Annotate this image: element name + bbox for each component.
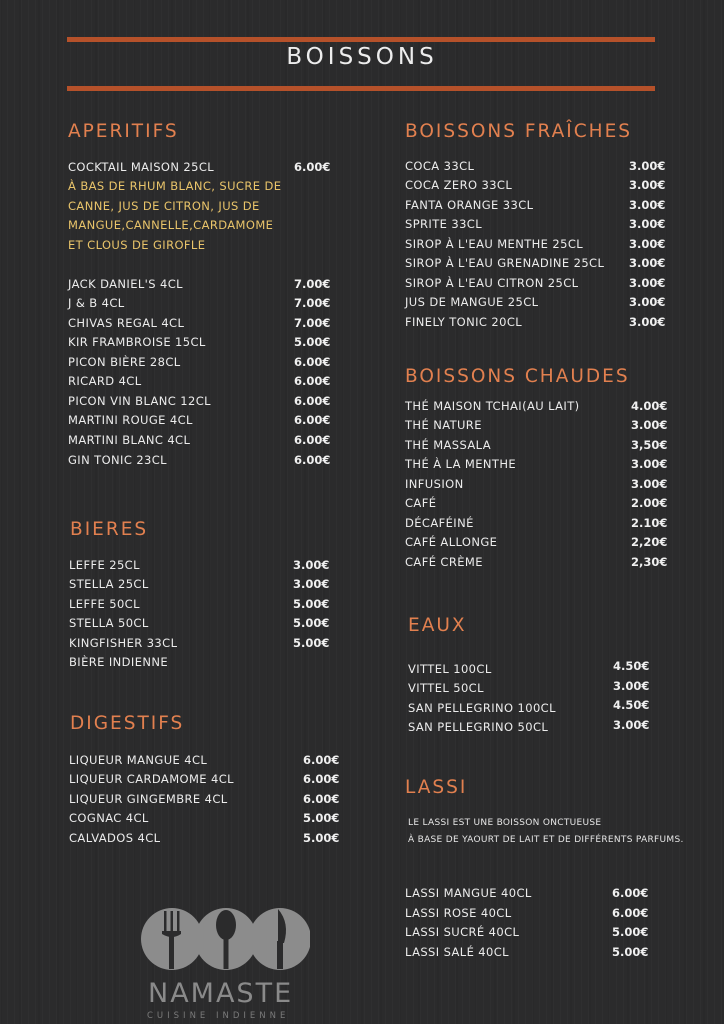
menu-item-name: LASSI MANGUE 40CL [405, 886, 532, 900]
menu-item-name: INFUSION [405, 477, 464, 491]
menu-item-name: GIN TONIC 23CL [68, 453, 167, 467]
bottom-rule [67, 86, 655, 91]
menu-item-name: LASSI SALÉ 40CL [405, 945, 509, 959]
menu-item-name: SAN PELLEGRINO 100CL [408, 701, 556, 715]
menu-item-price: 3.00€ [293, 577, 330, 591]
menu-item-name: VITTEL 100CL [408, 662, 492, 676]
menu-item-name: SPRITE 33CL [405, 217, 483, 231]
section-digestifs [70, 713, 184, 734]
menu-item-price: 7.00€ [294, 316, 331, 330]
menu-item-price: 6.00€ [294, 433, 331, 447]
cocktail-description: MANGUE,CANNELLE,CARDAMOME [68, 218, 274, 232]
cocktail-description: CANNE, JUS DE CITRON, JUS DE [68, 199, 260, 213]
menu-item-price: 2.10€ [631, 516, 668, 530]
menu-item-price: 3.00€ [631, 477, 668, 491]
menu-item-price: 3.00€ [629, 295, 666, 309]
section-title: BIERES [70, 519, 149, 540]
menu-item-name: VITTEL 50CL [408, 681, 484, 695]
brand-tagline: CUISINE INDIENNE [147, 1011, 290, 1021]
section-lassi [405, 777, 467, 798]
menu-item-price: 2,30€ [631, 555, 668, 569]
menu-item-price: 5.00€ [293, 616, 330, 630]
menu-item-price: 6.00€ [612, 906, 649, 920]
menu-item-price: 5.00€ [293, 636, 330, 650]
lassi-description: À BASE DE YAOURT DE LAIT ET DE DIFFÉRENTS PARFUMS. [408, 835, 684, 845]
section-title: EAUX [408, 615, 467, 636]
menu-item-price: 6.00€ [294, 453, 331, 467]
menu-item-price: 5.00€ [612, 945, 649, 959]
menu-item-price: 6.00€ [303, 753, 340, 767]
menu-item-price: 7.00€ [294, 277, 331, 291]
menu-item-price: 3.00€ [631, 418, 668, 432]
cocktail-description: ET CLOUS DE GIROFLE [68, 238, 206, 252]
section-aperitifs [68, 121, 179, 142]
section-title: LASSI [405, 777, 468, 798]
menu-item-name: PICON VIN BLANC 12CL [68, 394, 211, 408]
menu-item-price: 7.00€ [294, 296, 331, 310]
menu-item-name: THÉ MAISON TCHAI(AU LAIT) [405, 399, 580, 413]
menu-item-name: THÉ NATURE [405, 418, 482, 432]
menu-item-name: JACK DANIEL'S 4CL [68, 277, 183, 291]
menu-item-name: SAN PELLEGRINO 50CL [408, 720, 549, 734]
cocktail-description: À BAS DE RHUM BLANC, SUCRE DE [68, 179, 282, 193]
top-rule [67, 37, 655, 42]
menu-item-price: 4.50€ [613, 698, 650, 712]
menu-item-price: 2,20€ [631, 535, 668, 549]
menu-item-price: 3.00€ [629, 198, 666, 212]
menu-item-price: 5.00€ [303, 811, 340, 825]
menu-item-name: LIQUEUR MANGUE 4CL [69, 753, 208, 767]
menu-item-price: 6.00€ [294, 160, 331, 174]
menu-item-name: FINELY TONIC 20CL [405, 315, 523, 329]
menu-item-name: PICON BIÈRE 28CL [68, 355, 181, 369]
menu-item-price: 6.00€ [294, 413, 331, 427]
menu-item-name: DÉCAFÉINÉ [405, 516, 474, 530]
menu-item-price: 3.00€ [629, 256, 666, 270]
menu-item-name: J & B 4CL [68, 296, 125, 310]
menu-item-name: FANTA ORANGE 33CL [405, 198, 534, 212]
menu-item-price: 4.50€ [613, 659, 650, 673]
menu-item-name: COCA ZERO 33CL [405, 178, 513, 192]
section-title: APERITIFS [68, 121, 179, 142]
menu-item-name: LEFFE 50CL [69, 597, 140, 611]
menu-item-price: 6.00€ [294, 374, 331, 388]
menu-item-name: CAFÉ ALLONGE [405, 535, 498, 549]
menu-item-name: LIQUEUR CARDAMOME 4CL [69, 772, 234, 786]
menu-item-price: 5.00€ [293, 597, 330, 611]
menu-item-name: CALVADOS 4CL [69, 831, 161, 845]
menu-item-price: 3.00€ [629, 159, 666, 173]
menu-item-price: 5.00€ [294, 335, 331, 349]
menu-item-price: 3.00€ [629, 276, 666, 290]
menu-item-name: JUS DE MANGUE 25CL [405, 295, 539, 309]
menu-item-price: 2.00€ [631, 496, 668, 510]
section-boissons-fraiches [405, 121, 632, 142]
menu-item-name: CAFÉ [405, 496, 437, 510]
section-bieres [70, 519, 148, 540]
menu-item-price: 6.00€ [294, 355, 331, 369]
section-title: BOISSONS CHAUDES [405, 366, 630, 387]
page-title: BOISSONS [286, 44, 438, 70]
menu-item-name: COCKTAIL MAISON 25CL [68, 160, 215, 174]
menu-item-price: 3.00€ [613, 718, 650, 732]
section-title: BOISSONS FRAÎCHES [405, 121, 633, 142]
menu-item-price: 6.00€ [303, 772, 340, 786]
menu-item-name: THÉ MASSALA [405, 438, 492, 452]
menu-item-price: 3.00€ [629, 237, 666, 251]
menu-item-name: SIROP À L'EAU MENTHE 25CL [405, 237, 584, 251]
menu-item-name: LEFFE 25CL [69, 558, 140, 572]
menu-item-name: STELLA 50CL [69, 616, 149, 630]
menu-item-name: CAFÉ CRÈME [405, 555, 483, 569]
menu-item-price: 3,50€ [631, 438, 668, 452]
menu-item-name: SIROP À L'EAU GRENADINE 25CL [405, 256, 605, 270]
menu-item-price: 3.00€ [293, 558, 330, 572]
menu-item-name: LASSI SUCRÉ 40CL [405, 925, 520, 939]
menu-item-name: MARTINI ROUGE 4CL [68, 413, 193, 427]
menu-item-name: SIROP À L'EAU CITRON 25CL [405, 276, 579, 290]
menu-item-price: 3.00€ [631, 457, 668, 471]
menu-item-name: CHIVAS REGAL 4CL [68, 316, 185, 330]
menu-item-price: 6.00€ [294, 394, 331, 408]
menu-item-name: THÉ À LA MENTHE [405, 457, 517, 471]
section-eaux [408, 615, 467, 636]
menu-item-name: BIÈRE INDIENNE [69, 655, 169, 669]
menu-item-price: 3.00€ [629, 315, 666, 329]
menu-item-price: 3.00€ [629, 217, 666, 231]
menu-item-price: 6.00€ [303, 792, 340, 806]
menu-item-name: KINGFISHER 33CL [69, 636, 178, 650]
menu-item-name: RICARD 4CL [68, 374, 142, 388]
menu-item-name: LIQUEUR GINGEMBRE 4CL [69, 792, 228, 806]
menu-item-name: KIR FRAMBROISE 15CL [68, 335, 206, 349]
menu-item-name: COCA 33CL [405, 159, 475, 173]
menu-item-price: 4.00€ [631, 399, 668, 413]
menu-item-name: MARTINI BLANC 4CL [68, 433, 191, 447]
menu-item-name: LASSI ROSE 40CL [405, 906, 512, 920]
lassi-description: LE LASSI EST UNE BOISSON ONCTUEUSE [408, 818, 602, 828]
menu-item-price: 6.00€ [612, 886, 649, 900]
menu-item-price: 3.00€ [629, 178, 666, 192]
menu-item-price: 5.00€ [612, 925, 649, 939]
menu-item-name: COGNAC 4CL [69, 811, 149, 825]
section-boissons-chaudes [405, 366, 630, 387]
section-title: DIGESTIFS [70, 713, 185, 734]
menu-item-price: 3.00€ [613, 679, 650, 693]
brand-name: NAMASTE [148, 978, 294, 1009]
menu-item-name: STELLA 25CL [69, 577, 149, 591]
menu-item-price: 5.00€ [303, 831, 340, 845]
